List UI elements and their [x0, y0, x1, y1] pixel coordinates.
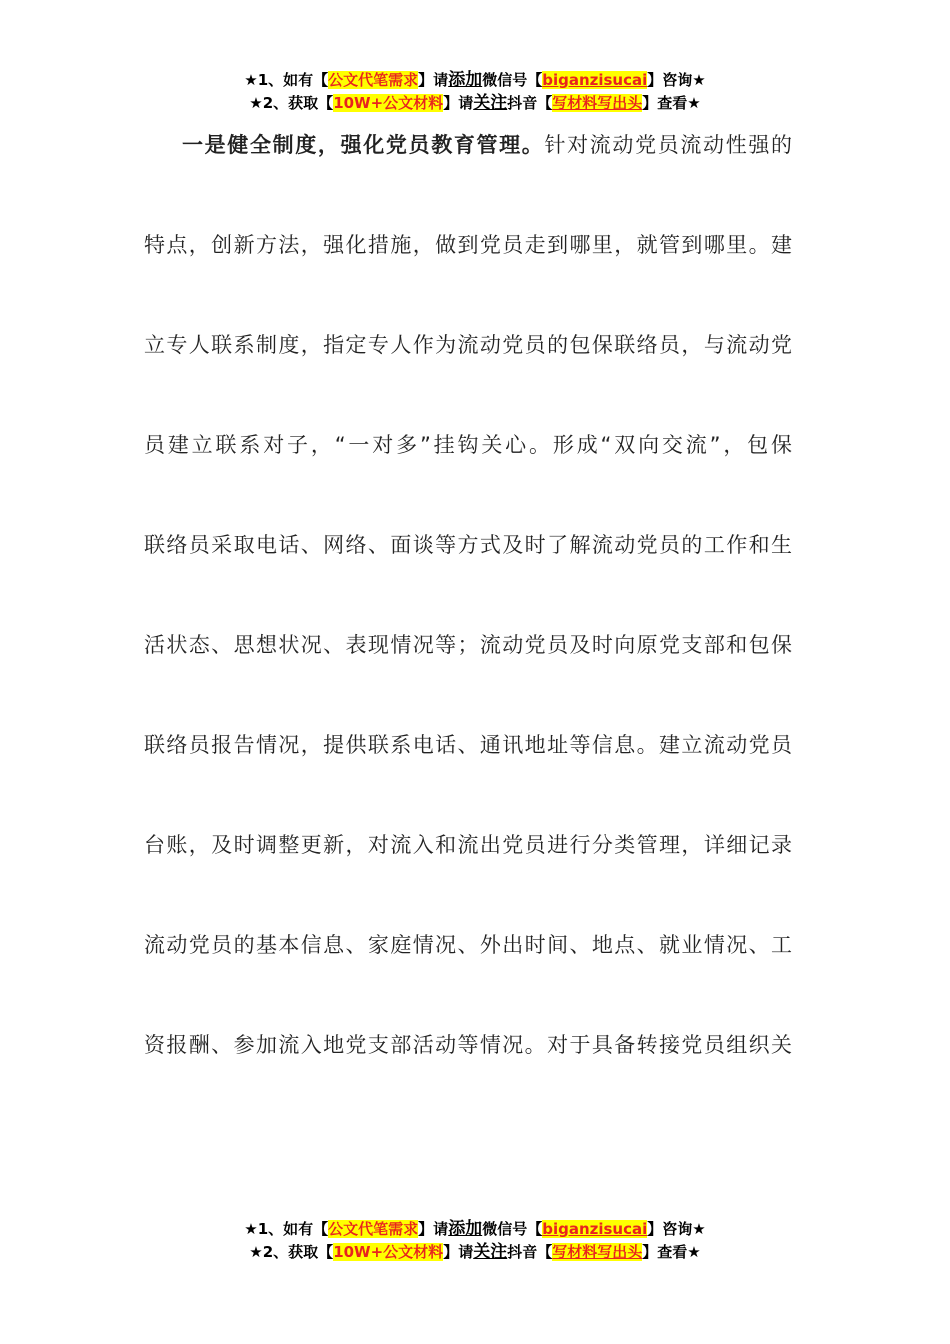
banner-text: 】请	[418, 71, 449, 89]
paragraph-text: 针对流动党员流动性强的	[544, 133, 793, 157]
paragraph-line: 资报酬、参加流入地党支部活动等情况。对于具备转接党员组织关	[144, 1033, 792, 1057]
banner-text: 抖音【	[507, 1243, 553, 1261]
header-banner	[0, 69, 950, 115]
paragraph-line: 流动党员的基本信息、家庭情况、外出时间、地点、就业情况、工	[144, 933, 792, 957]
banner-text: 】咨询★	[647, 1220, 706, 1238]
banner-text: 】查看★	[642, 94, 701, 112]
emphasis-add: 添加	[448, 70, 483, 90]
banner-text: ★1、如有【	[244, 71, 329, 89]
paragraph-line: 员建立联系对子，“一对多”挂钩关心。形成“双向交流”，包保	[144, 433, 792, 457]
banner-text: 抖音【	[507, 94, 553, 112]
paragraph-line: 活状态、思想状况、表现情况等；流动党员及时向原党支部和包保	[144, 633, 792, 657]
banner-line-2	[0, 92, 950, 115]
banner-text: ★1、如有【	[244, 1220, 329, 1238]
highlight-service: 公文代笔需求	[328, 1220, 419, 1238]
highlight-materials: 10W+公文材料	[333, 94, 444, 112]
emphasis-add: 添加	[448, 1219, 483, 1239]
footer-line-2	[0, 1241, 950, 1264]
banner-text: 微信号【	[482, 1220, 543, 1238]
emphasis-follow: 关注	[473, 1242, 508, 1262]
banner-text: 微信号【	[482, 71, 543, 89]
emphasis-follow: 关注	[473, 93, 508, 113]
banner-text: 】咨询★	[647, 71, 706, 89]
highlight-materials: 10W+公文材料	[333, 1243, 444, 1261]
highlight-wechat-id: biganzisucai	[542, 1220, 648, 1238]
banner-text: 】请	[443, 1243, 474, 1261]
footer-line-1	[0, 1218, 950, 1241]
paragraph-line: 特点，创新方法，强化措施，做到党员走到哪里，就管到哪里。建	[144, 233, 792, 257]
highlight-service: 公文代笔需求	[328, 71, 419, 89]
footer-banner	[0, 1218, 950, 1264]
paragraph-line: 联络员采取电话、网络、面谈等方式及时了解流动党员的工作和生	[144, 533, 792, 557]
banner-text: 】请	[443, 94, 474, 112]
highlight-douyin-account: 写材料写出头	[552, 1243, 643, 1261]
banner-text: ★2、获取【	[249, 1243, 334, 1261]
highlight-douyin-account: 写材料写出头	[552, 94, 643, 112]
document-body	[144, 125, 792, 1125]
banner-line-1	[0, 69, 950, 92]
paragraph-line: 联络员报告情况，提供联系电话、通讯地址等信息。建立流动党员	[144, 733, 792, 757]
banner-text: 】请	[418, 1220, 449, 1238]
paragraph-first-line	[144, 125, 792, 225]
paragraph-line: 台账，及时调整更新，对流入和流出党员进行分类管理，详细记录	[144, 833, 792, 857]
highlight-wechat-id: biganzisucai	[542, 71, 648, 89]
banner-text: ★2、获取【	[249, 94, 334, 112]
paragraph-heading: 一是健全制度，强化党员教育管理。	[182, 133, 545, 157]
banner-text: 】查看★	[642, 1243, 701, 1261]
paragraph-line: 立专人联系制度，指定专人作为流动党员的包保联络员，与流动党	[144, 333, 792, 357]
